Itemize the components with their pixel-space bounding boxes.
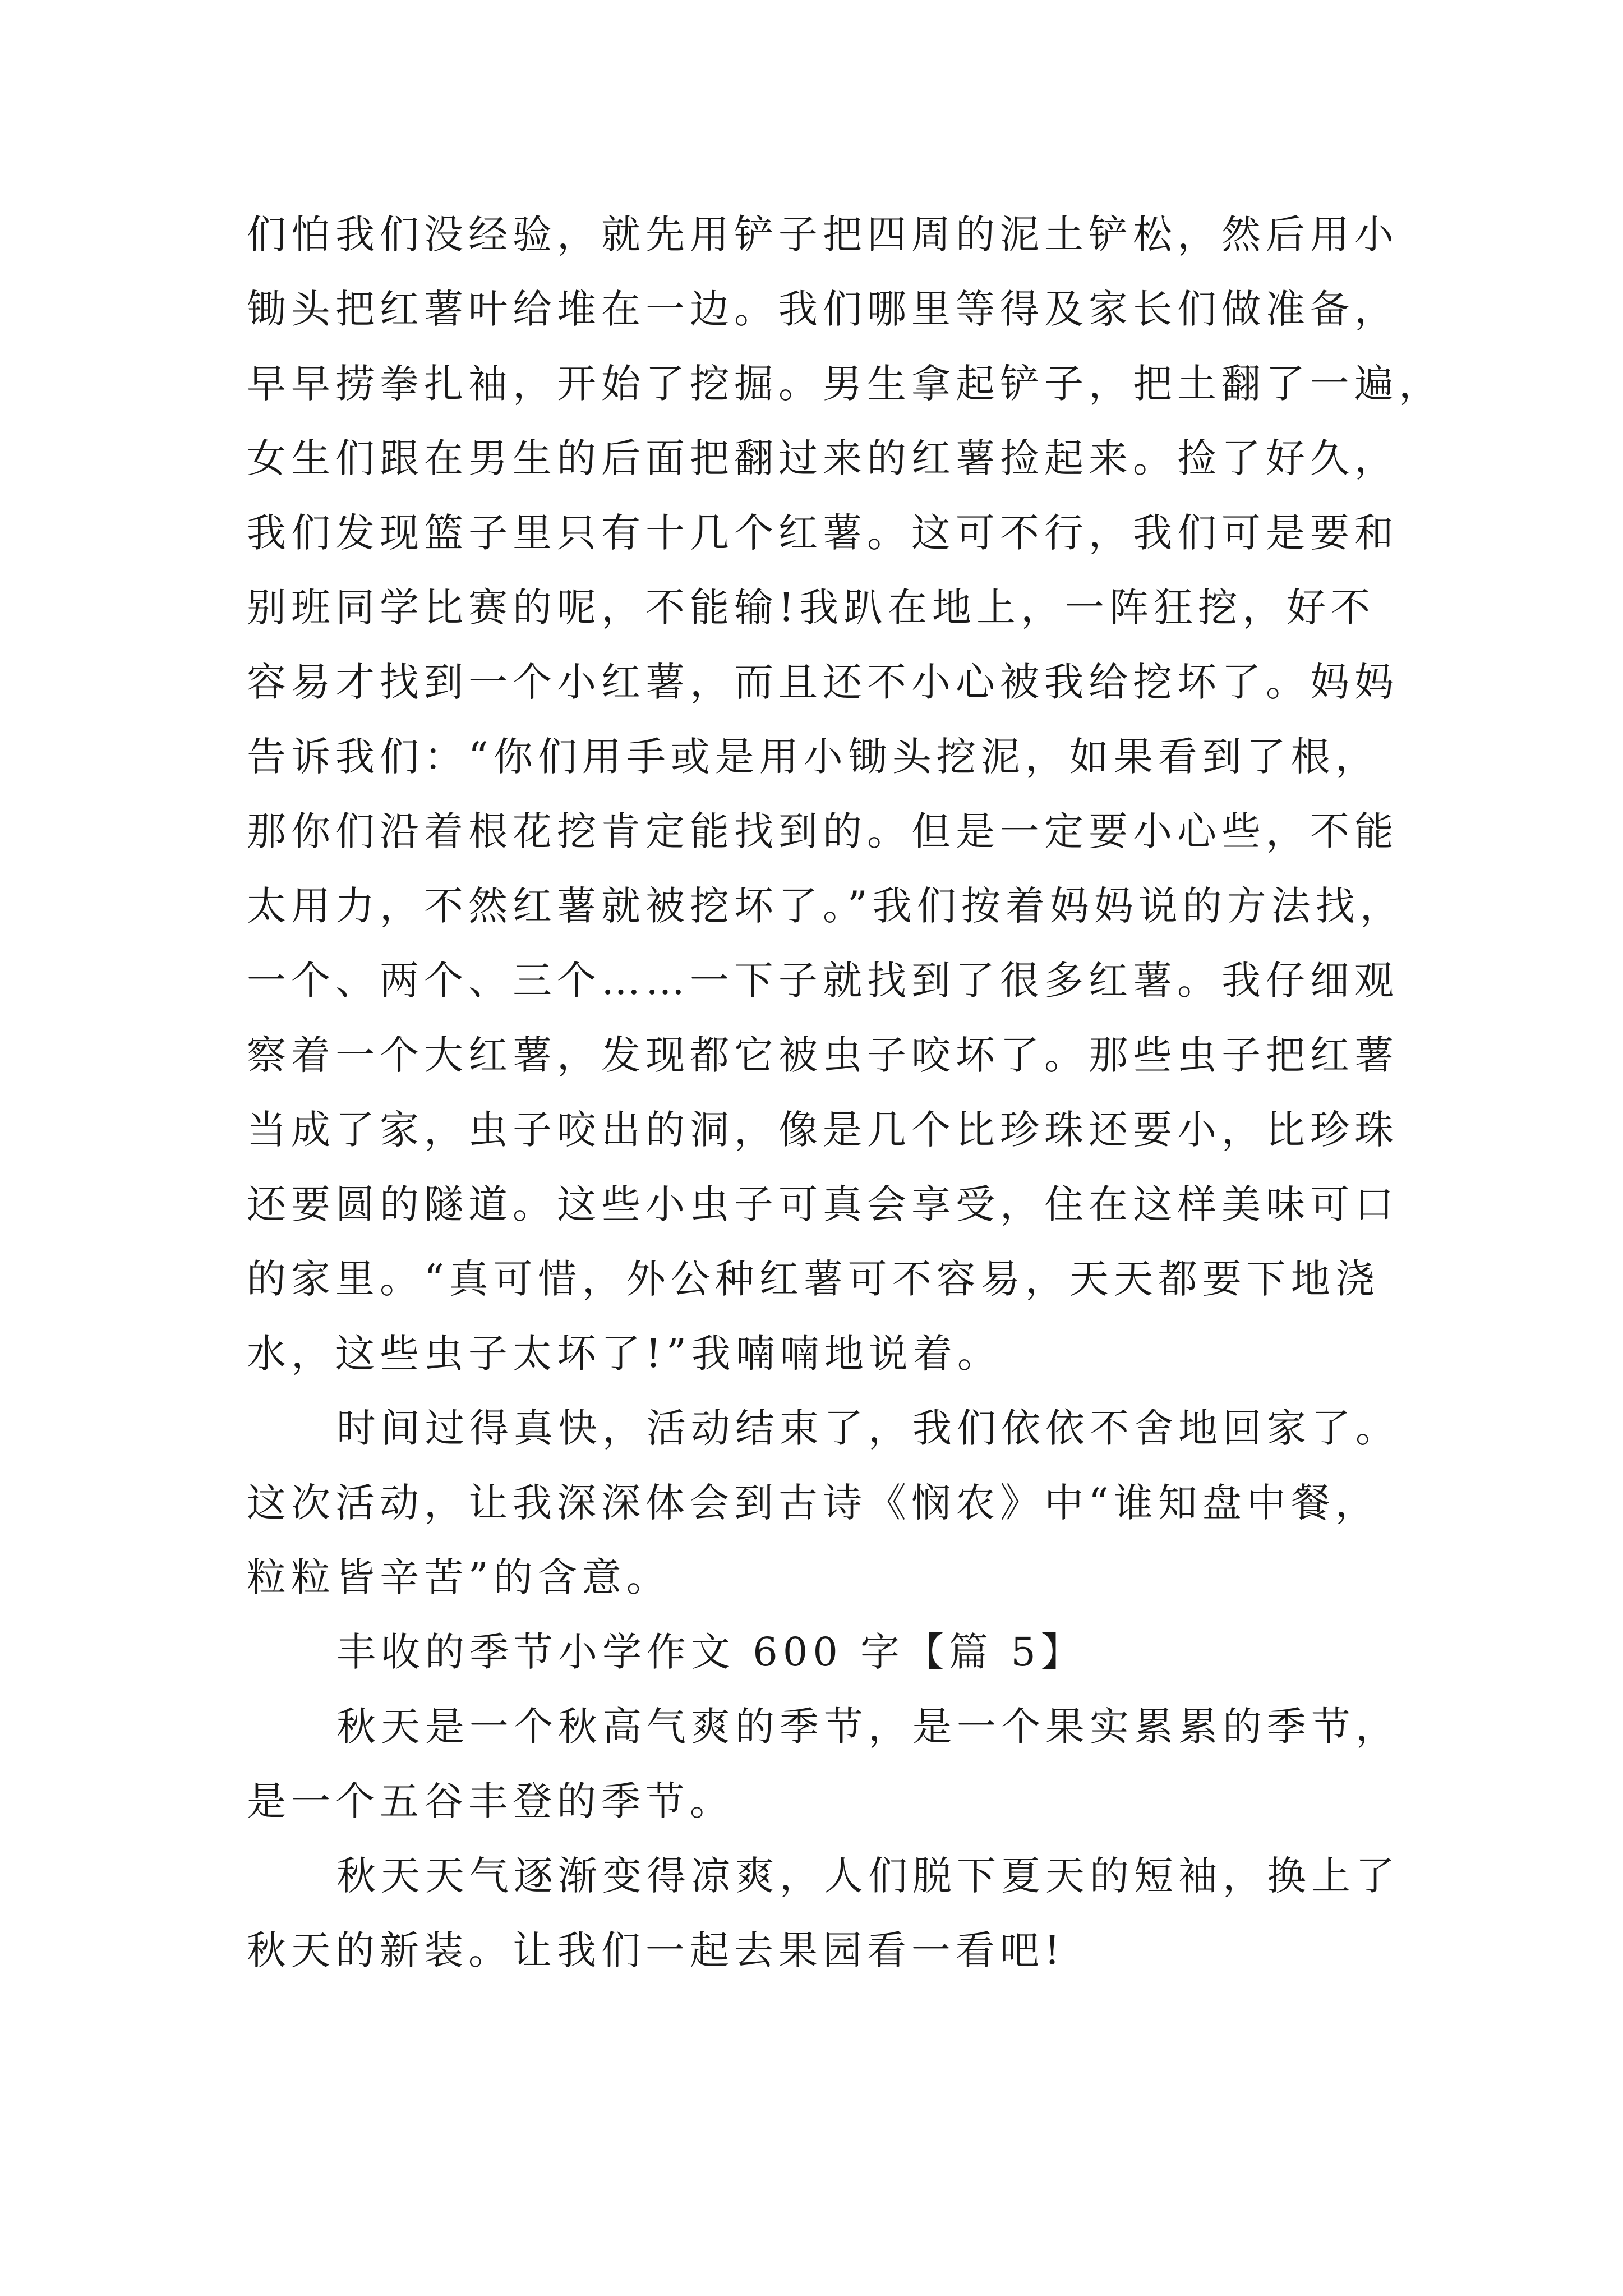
text-line: 早早捞拳扎袖，开始了挖掘。男生拿起铲子，把土翻了一遍，: [247, 361, 1443, 407]
paragraph-start-line: 时间过得真快，活动结束了，我们依依不舍地回家了。: [336, 1405, 1400, 1451]
text-line: 察着一个大红薯，发现都它被虫子咬坏了。那些虫子把红薯: [247, 1032, 1399, 1078]
text-line: 秋天的新装。让我们一起去果园看一看吧!: [247, 1927, 1066, 1973]
text-line: 水，这些虫子太坏了!”我喃喃地说着。: [247, 1331, 1002, 1377]
text-line: 的家里。“真可惜，外公种红薯可不容易，天天都要下地浇: [247, 1256, 1380, 1302]
text-line: 别班同学比赛的呢，不能输!我趴在地上，一阵狂挖，好不: [247, 585, 1376, 631]
text-line: 还要圆的隧道。这些小虫子可真会享受，住在这样美味可口: [247, 1181, 1399, 1227]
text-line: 这次活动，让我深深体会到古诗《悯农》中“谁知盘中餐，: [247, 1480, 1380, 1526]
text-line: 当成了家，虫子咬出的洞，像是几个比珍珠还要小，比珍珠: [247, 1107, 1399, 1153]
paragraph-start-line: 秋天是一个秋高气爽的季节，是一个果实累累的季节，: [336, 1704, 1400, 1750]
text-line: 是一个五谷丰登的季节。: [247, 1778, 734, 1824]
text-line: 我们发现篮子里只有十几个红薯。这可不行，我们可是要和: [247, 510, 1399, 556]
section-heading: 丰收的季节小学作文 600 字【篇 5】: [336, 1629, 1085, 1675]
text-line: 那你们沿着根花挖肯定能找到的。但是一定要小心些，不能: [247, 808, 1399, 854]
document-body: [247, 197, 1443, 1988]
text-line: 们怕我们没经验，就先用铲子把四周的泥土铲松，然后用小: [247, 211, 1399, 257]
text-line: 锄头把红薯叶给堆在一边。我们哪里等得及家长们做准备，: [247, 286, 1399, 332]
text-line: 容易才找到一个小红薯，而且还不小心被我给挖坏了。妈妈: [247, 659, 1399, 705]
paragraph-start-line: 秋天天气逐渐变得凉爽，人们脱下夏天的短袖，换上了: [336, 1853, 1400, 1899]
text-line: 女生们跟在男生的后面把翻过来的红薯捡起来。捡了好久，: [247, 435, 1399, 481]
text-line: 告诉我们：“你们用手或是用小锄头挖泥，如果看到了根，: [247, 734, 1380, 780]
text-line: 粒粒皆辛苦”的含意。: [247, 1554, 671, 1600]
text-line: 太用力，不然红薯就被挖坏了。”我们按着妈妈说的方法找，: [247, 883, 1404, 929]
text-line: 一个、两个、三个……一下子就找到了很多红薯。我仔细观: [247, 958, 1399, 1004]
